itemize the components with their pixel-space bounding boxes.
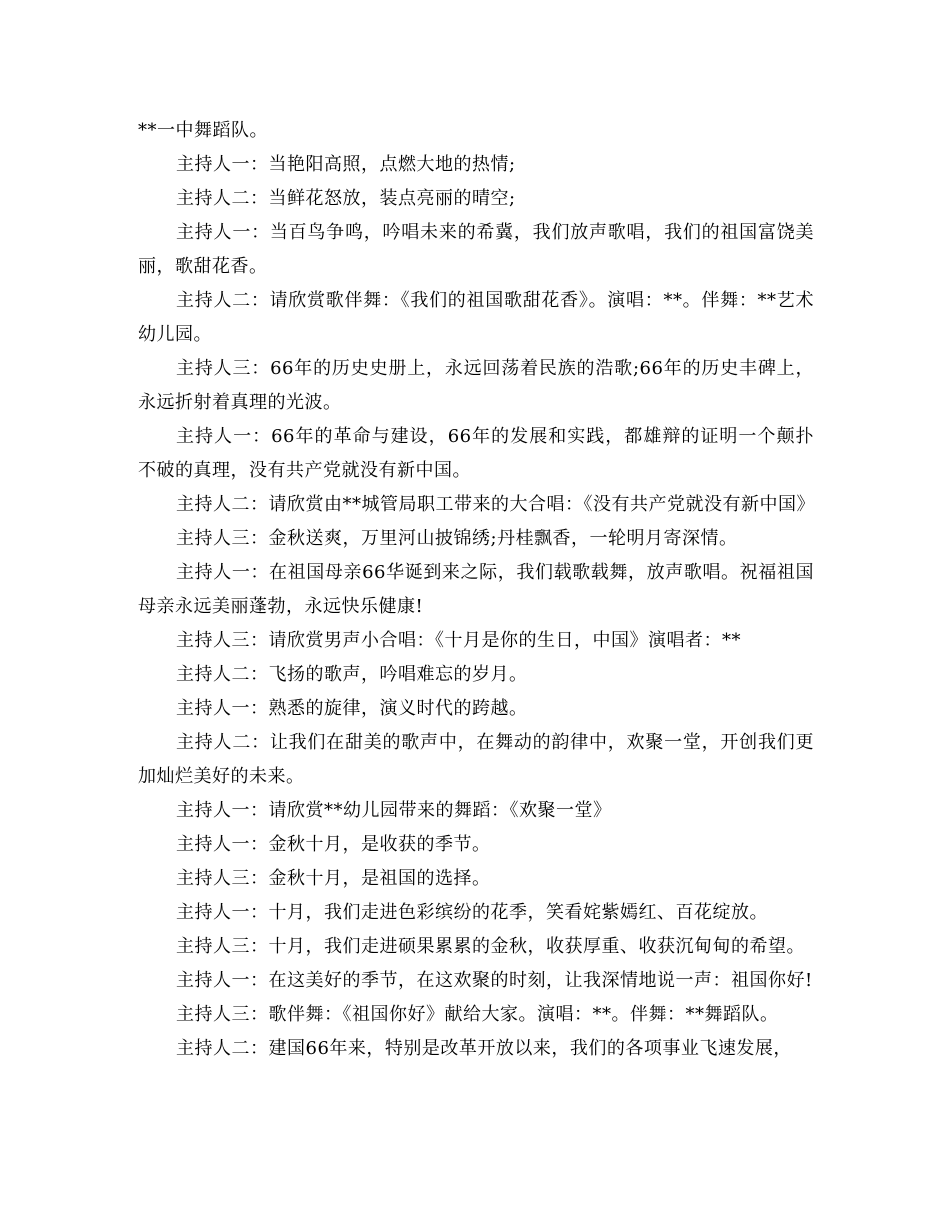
paragraph: 主持人二：建国66年来，特别是改革开放以来，我们的各项事业飞速发展， bbox=[176, 1038, 792, 1059]
paragraph: 主持人三：金秋送爽，万里河山披锦绣;丹桂飘香，一轮明月寄深情。 bbox=[176, 528, 738, 549]
paragraph: 主持人二：让我们在甜美的歌声中，在舞动的韵律中，欢聚一堂，开创我们更加灿烂美好的未来。 bbox=[138, 732, 814, 787]
paragraph: 主持人三：66年的历史史册上，永远回荡着民族的浩歌;66年的历史丰碑上，永远折射着真理的光波。 bbox=[138, 358, 814, 413]
paragraph: 主持人三：十月，我们走进硕果累累的金秋，收获厚重、收获沉甸甸的希望。 bbox=[176, 936, 805, 957]
document-body bbox=[138, 114, 814, 1066]
paragraph: 主持人三：金秋十月，是祖国的选择。 bbox=[176, 868, 491, 889]
paragraph: 主持人一：当艳阳高照，点燃大地的热情; bbox=[176, 154, 516, 175]
paragraph: 主持人一：在这美好的季节，在这欢聚的时刻，让我深情地说一声：祖国你好! bbox=[176, 970, 813, 991]
paragraph: 主持人一：金秋十月，是收获的季节。 bbox=[176, 834, 491, 855]
paragraph: 主持人一：66年的革命与建设，66年的发展和实践，都雄辩的证明一个颠扑不破的真理，没有共产党就没有新中国。 bbox=[138, 426, 814, 481]
paragraph: **一中舞蹈队。 bbox=[138, 120, 268, 141]
paragraph: 主持人三：歌伴舞：《祖国你好》献给大家。演唱：**。伴舞：**舞蹈队。 bbox=[176, 1004, 779, 1025]
paragraph: 主持人二：请欣赏歌伴舞：《我们的祖国歌甜花香》。演唱：**。伴舞：**艺术幼儿园。 bbox=[138, 290, 814, 345]
paragraph: 主持人一：当百鸟争鸣，吟唱未来的希冀，我们放声歌唱，我们的祖国富饶美丽，歌甜花香。 bbox=[138, 222, 814, 277]
paragraph: 主持人一：熟悉的旋律，演义时代的跨越。 bbox=[176, 698, 528, 719]
paragraph: 主持人三：请欣赏男声小合唱：《十月是你的生日，中国》演唱者：** bbox=[176, 630, 741, 651]
paragraph: 主持人二：飞扬的歌声，吟唱难忘的岁月。 bbox=[176, 664, 528, 685]
paragraph: 主持人一：请欣赏**幼儿园带来的舞蹈：《欢聚一堂》 bbox=[176, 800, 612, 821]
paragraph: 主持人一：在祖国母亲66华诞到来之际，我们载歌载舞，放声歌唱。祝福祖国母亲永远美丽蓬勃，永远快乐健康! bbox=[138, 562, 814, 617]
paragraph: 主持人一：十月，我们走进色彩缤纷的花季，笑看姹紫嫣红、百花绽放。 bbox=[176, 902, 768, 923]
paragraph: 主持人二：当鲜花怒放，装点亮丽的晴空; bbox=[176, 188, 516, 209]
paragraph: 主持人二：请欣赏由**城管局职工带来的大合唱：《没有共产党就没有新中国》 bbox=[176, 494, 815, 515]
